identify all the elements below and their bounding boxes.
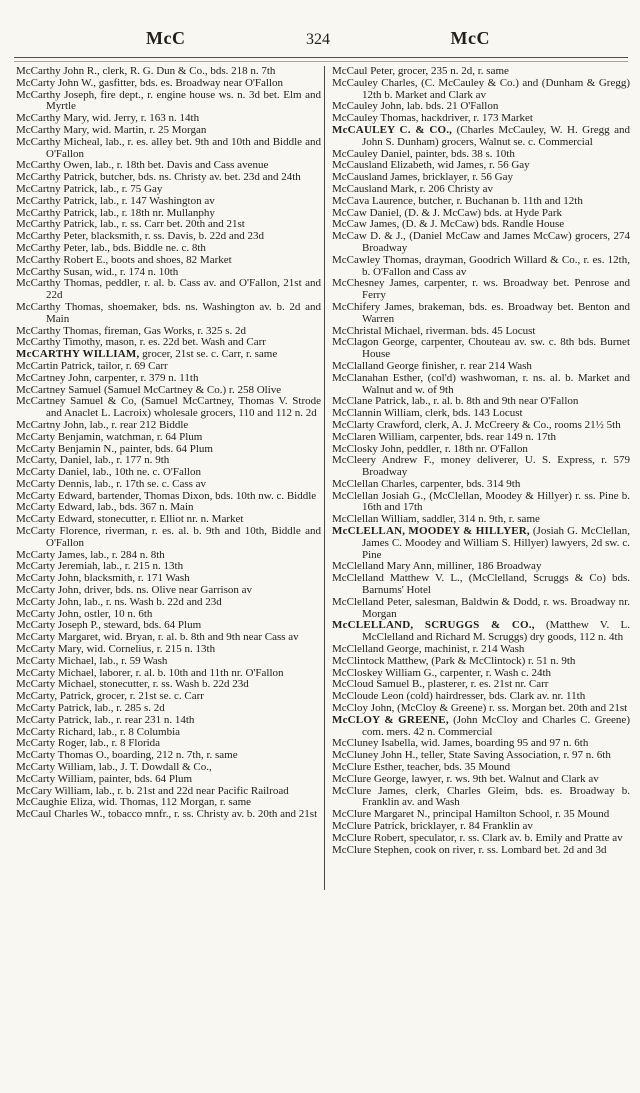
entry-text: McCarthy Peter, lab., bds. Biddle ne. c. 8th bbox=[16, 241, 206, 254]
entry-firm-name: McCLOY & GREENE, bbox=[332, 713, 449, 726]
entry-text: McCarty John, ostler, 10 n. 6th bbox=[16, 607, 153, 620]
directory-entry bbox=[332, 337, 630, 361]
entry-text: McCarthy Thomas, fireman, Gas Works, r. 325 s. 2d bbox=[16, 324, 246, 337]
directory-entry bbox=[16, 137, 321, 161]
entry-text: McCarthy Mary, wid. Jerry, r. 163 n. 14th bbox=[16, 112, 200, 125]
directory-entry bbox=[332, 573, 630, 597]
entry-text: McClalland George finisher, r. rear 214 Wash bbox=[332, 359, 532, 372]
entry-text: McCarty Jeremiah, lab., r. 215 n. 13th bbox=[16, 560, 184, 573]
entry-text: McCarty Patrick, lab., r. rear 231 n. 14th bbox=[16, 713, 195, 726]
directory-entry bbox=[16, 526, 321, 550]
entry-text: McClellan William, saddler, 314 n. 9th, r. same bbox=[332, 513, 540, 526]
entry-text: McCarthy Timothy, mason, r. es. 22d bet. Wash and Carr bbox=[16, 336, 266, 349]
entry-text: (Charles McCauley, W. H. Gregg and John S. Dunham) grocers, Walnut se. c. Commercial bbox=[362, 123, 630, 148]
entry-text: McCarty Michael, laborer, r. al. b. 10th and 11th nr. O'Fallon bbox=[16, 666, 284, 679]
header-section-letter-left: McC bbox=[146, 28, 186, 48]
entry-text: McCloskey William G., carpenter, r. Wash c. 24th bbox=[332, 666, 552, 679]
entry-text: McCarthy Micheal, lab., r. es. alley bet. 9th and 10th and Biddle and O'Fallon bbox=[16, 135, 321, 160]
entry-text: McClintock Matthew, (Park & McClintock) r. 51 n. 9th bbox=[332, 654, 576, 667]
entry-text: McCarthy Susan, wid., r. 174 n. 10th bbox=[16, 265, 179, 278]
entry-text: McCarty Roger, lab., r. 8 Florida bbox=[16, 737, 161, 750]
entry-text: McCary William, lab., r. b. 21st and 22d near Pacific Railroad bbox=[16, 784, 289, 797]
right-column bbox=[324, 66, 630, 890]
entry-text: (Josiah G. McClellan, James C. Moodey and William S. Hillyer) lawyers, 2d sw. c. Pine bbox=[362, 525, 631, 561]
entry-text: McCarty Florence, riverman, r. es. al. b. 9th and 10th, Biddle and O'Fallon bbox=[16, 525, 321, 549]
entry-text: McCarty Michael, stonecutter, r. ss. Wash b. 22d 23d bbox=[16, 678, 249, 691]
entry-text: McCausland Mark, r. 206 Christy av bbox=[332, 182, 494, 195]
directory-entry bbox=[332, 455, 630, 479]
entry-text: (Matthew V. L. McClelland and Richard M. Scruggs) dry goods, 112 n. 4th bbox=[362, 619, 630, 644]
entry-firm-name: McCLELLAN, MOODEY & HILLYER, bbox=[332, 525, 530, 538]
entry-text: McCarthy Robert E., boots and shoes, 82 Market bbox=[16, 253, 232, 266]
directory-entry bbox=[16, 809, 321, 821]
entry-text: McCarty Benjamin, watchman, r. 64 Plum bbox=[16, 430, 203, 443]
entry-text: McCarthy Patrick, lab., r. 18th nr. Mullanphy bbox=[16, 206, 215, 219]
entry-text: McClure Robert, speculator, r. ss. Clark av. b. Emily and Pratte av bbox=[332, 831, 623, 844]
entry-text: McCarty Dennis, lab., r. 17th se. c. Cass av bbox=[16, 477, 207, 490]
directory-entry bbox=[16, 396, 321, 420]
entry-text: McClelland Matthew V. L., (McClelland, Scruggs & Co) bds. Barnums' Hotel bbox=[332, 572, 630, 597]
entry-text: McCaw Daniel, (D. & J. McCaw) bds. at Hyde Park bbox=[332, 206, 563, 219]
entry-text: McCartny John, lab., r. rear 212 Biddle bbox=[16, 418, 189, 431]
entry-text: McCluney John H., teller, State Saving Association, r. 97 n. 6th bbox=[332, 749, 611, 762]
entry-text: McClelland Mary Ann, milliner, 186 Broadway bbox=[332, 560, 542, 573]
entry-text: McCartney John, carpenter, r. 379 n. 11th bbox=[16, 371, 199, 384]
entry-text: McClellan Charles, carpenter, bds. 314 9th bbox=[332, 477, 521, 490]
entry-text: McCluney Isabella, wid. James, boarding 95 and 97 n. 6th bbox=[332, 737, 589, 750]
entry-text: McCarty Edward, stonecutter, r. Elliot nr. n. Market bbox=[16, 513, 244, 526]
directory-entry bbox=[16, 302, 321, 326]
entry-text: McClanahan Esther, (col'd) washwoman, r. ns. al. b. Market and Walnut and w. of 9th bbox=[332, 371, 630, 396]
entry-text: McCauley Daniel, painter, bds. 38 s. 10th bbox=[332, 147, 515, 160]
entry-text: McCarty Thomas O., boarding, 212 n. 7th, r. same bbox=[16, 749, 238, 762]
entry-text: (John McCloy and Charles C. Greene) com. mers. 42 n. Commercial bbox=[362, 713, 630, 738]
entry-text: McCarthy Thomas, shoemaker, bds. ns. Washington av. b. 2d and Main bbox=[16, 300, 321, 325]
entry-text: McCausland Elizabeth, wid James, r. 56 Gay bbox=[332, 159, 530, 172]
directory-entry bbox=[16, 90, 321, 114]
directory-entry bbox=[16, 278, 321, 302]
entry-text: McCarthy Peter, blacksmith, r. ss. Davis, b. 22d and 23d bbox=[16, 230, 264, 243]
entry-firm-name: McCAULEY C. & CO., bbox=[332, 123, 453, 136]
entry-text: McCarty Edward, lab., bds. 367 n. Main bbox=[16, 501, 194, 514]
directory-entry bbox=[332, 845, 630, 857]
directory-columns bbox=[0, 62, 640, 890]
entry-text: McChifery James, brakeman, bds. es. Broadway bet. Benton and Warren bbox=[332, 300, 630, 325]
entry-text: McCaughie Eliza, wid. Thomas, 112 Morgan, r. same bbox=[16, 796, 252, 809]
entry-text: McCloud Samuel B., plasterer, r. es. 21st nr. Carr bbox=[332, 678, 549, 691]
directory-entry bbox=[332, 620, 630, 644]
entry-text: McCarty Patrick, lab., r. 285 s. 2d bbox=[16, 702, 165, 715]
left-column bbox=[16, 66, 321, 890]
entry-text: McCawley Thomas, drayman, Goodrich Willard & Co., r. es. 12th, b. O'Fallon and Cass av bbox=[332, 253, 630, 278]
entry-text: McCaul Charles W., tobacco mnfr., r. ss. Christy av. b. 20th and 21st bbox=[16, 808, 318, 821]
entry-text: McClelland Peter, salesman, Baldwin & Dodd, r. ws. Broadway nr. Morgan bbox=[332, 595, 630, 620]
entry-text: McCartney Samuel & Co, (Samuel McCartney, Thomas V. Strode and Anaclet L. Lacroix) wholesale grocers, 110 and 112 n. 2d bbox=[16, 395, 321, 420]
entry-text: McClure Stephen, cook on river, r. ss. Lombard bet. 2d and 3d bbox=[332, 843, 607, 856]
entry-text: McClelland George, machinist, r. 214 Wash bbox=[332, 643, 525, 656]
entry-text: McCaul Peter, grocer, 235 n. 2d, r. same bbox=[332, 65, 509, 77]
entry-text: McCausland James, bricklayer, r. 56 Gay bbox=[332, 171, 514, 184]
entry-text: McCauley John, lab. bds. 21 O'Fallon bbox=[332, 100, 499, 113]
directory-entry bbox=[332, 786, 630, 810]
entry-text: McCarty Benjamin N., painter, bds. 64 Plum bbox=[16, 442, 213, 455]
entry-text: McCarty Mary, wid. Cornelius, r. 215 n. 13th bbox=[16, 643, 216, 656]
entry-text: McCarty Michael, lab., r. 59 Wash bbox=[16, 654, 168, 667]
entry-text: McClane Patrick, lab., r. al. b. 8th and 9th near O'Fallon bbox=[332, 395, 579, 408]
entry-text: McCarty William, painter, bds. 64 Plum bbox=[16, 772, 193, 785]
entry-text: McClagon George, carpenter, Chouteau av. sw. c. 8th bds. Burnet House bbox=[332, 336, 630, 361]
entry-text: McCarthy Joseph, fire dept., r. engine house ws. n. 3d bet. Elm and Myrtle bbox=[16, 88, 321, 113]
entry-text: McCarty Margaret, wid. Bryan, r. al. b. 8th and 9th near Cass av bbox=[16, 631, 299, 644]
entry-text: McCarty Joseph P., steward, bds. 64 Plum bbox=[16, 619, 202, 632]
entry-text: McCarthy John R., clerk, R. G. Dun & Co., bds. 218 n. 7th bbox=[16, 65, 276, 77]
entry-text: McCartny Patrick, lab., r. 75 Gay bbox=[16, 182, 163, 195]
entry-firm-name: McCLELLAND, SCRUGGS & CO., bbox=[332, 619, 535, 632]
entry-text: McCloude Leon (cold) hairdresser, bds. Clark av. nr. 11th bbox=[332, 690, 586, 703]
entry-text: McCarty Daniel, lab., 10th ne. c. O'Fallon bbox=[16, 466, 201, 479]
entry-text: McClosky John, peddler, r. 18th nr. O'Fallon bbox=[332, 442, 528, 455]
directory-entry bbox=[332, 526, 630, 561]
entry-text: McCloy John, (McCloy & Greene) r. ss. Morgan bet. 20th and 21st bbox=[332, 702, 628, 715]
directory-entry bbox=[332, 302, 630, 326]
entry-text: McCarty John W., gasfitter, bds. es. Broadway near O'Fallon bbox=[16, 76, 284, 89]
entry-firm-name: McCARTHY WILLIAM, bbox=[16, 348, 140, 361]
entry-text: McCarty Edward, bartender, Thomas Dixon, bds. 10th nw. c. Biddle bbox=[16, 489, 317, 502]
header-section-letter-right: McC bbox=[450, 28, 490, 48]
entry-text: McCarty James, lab., r. 284 n. 8th bbox=[16, 548, 165, 561]
entry-text: McChristal Michael, riverman. bds. 45 Locust bbox=[332, 324, 536, 337]
entry-text: McCarthy Owen, lab., r. 18th bet. Davis and Cass avenue bbox=[16, 159, 269, 172]
directory-entry bbox=[332, 491, 630, 515]
entry-text: McCartin Patrick, tailor, r. 69 Carr bbox=[16, 359, 168, 372]
directory-entry bbox=[332, 125, 630, 149]
entry-text: McClannin William, clerk, bds. 143 Locust bbox=[332, 407, 523, 420]
page-number: 324 bbox=[306, 31, 330, 48]
entry-text: McClellan Josiah G., (McClellan, Moodey & Hillyer) r. ss. Pine b. 16th and 17th bbox=[332, 489, 630, 514]
entry-text: grocer, 21st se. c. Carr, r. same bbox=[139, 348, 278, 361]
entry-text: McClure James, clerk, Charles Gleim, bds. es. Broadway b. Franklin av. and Wash bbox=[332, 784, 630, 809]
entry-text: McCartney Samuel (Samuel McCartney & Co.) r. 258 Olive bbox=[16, 383, 282, 396]
entry-text: McCarty Richard, lab., r. 8 Columbia bbox=[16, 725, 181, 738]
entry-text: McCarty John, blacksmith, r. 171 Wash bbox=[16, 572, 190, 585]
entry-text: McClure Patrick, bricklayer, r. 84 Franklin av bbox=[332, 820, 533, 832]
entry-text: McCarty, Daniel, lab., r. 177 n. 9th bbox=[16, 454, 170, 467]
directory-entry bbox=[332, 78, 630, 102]
entry-text: McCava Laurence, butcher, r. Buchanan b. 11th and 12th bbox=[332, 194, 583, 207]
entry-text: McCaw James, (D. & J. McCaw) bds. Randle House bbox=[332, 218, 565, 231]
entry-text: McClure George, lawyer, r. ws. 9th bet. Walnut and Clark av bbox=[332, 772, 599, 785]
page-header bbox=[0, 0, 640, 57]
entry-text: McChesney James, carpenter, r. ws. Broadway bet. Penrose and Ferry bbox=[332, 277, 630, 302]
entry-text: McCarty John, driver, bds. ns. Olive near Garrison av bbox=[16, 584, 253, 597]
directory-entry bbox=[332, 597, 630, 621]
directory-entry bbox=[332, 278, 630, 302]
directory-entry bbox=[332, 715, 630, 739]
entry-text: McClarty Crawford, clerk, A. J. McCreery & Co., rooms 21½ 5th bbox=[332, 418, 621, 431]
entry-text: McCarthy Patrick, butcher, bds. ns. Christy av. bet. 23d and 24th bbox=[16, 171, 301, 184]
entry-text: McCaw D. & J., (Daniel McCaw and James McCaw) grocers, 274 Broadway bbox=[332, 230, 630, 254]
entry-text: McCauley Thomas, hackdriver, r. 173 Market bbox=[332, 112, 533, 125]
entry-text: McClure Margaret N., principal Hamilton School, r. 35 Mound bbox=[332, 808, 610, 821]
entry-text: McCarty, Patrick, grocer, r. 21st se. c. Carr bbox=[16, 690, 204, 703]
directory-entry bbox=[332, 231, 630, 255]
entry-text: McCleery Andrew F., money deliverer, U. S. Express, r. 579 Broadway bbox=[332, 454, 630, 479]
entry-text: McCarthy Thomas, peddler, r. al. b. Cass av. and O'Fallon, 21st and 22d bbox=[16, 277, 321, 302]
entry-text: McCarthy Patrick, lab., r. 147 Washington av bbox=[16, 194, 215, 207]
directory-entry bbox=[332, 255, 630, 279]
entry-text: McClure Esther, teacher, bds. 35 Mound bbox=[332, 761, 511, 774]
directory-entry bbox=[332, 373, 630, 397]
entry-text: McCarty William, lab., J. T. Dowdall & Co., bbox=[16, 761, 212, 774]
entry-text: McClaren William, carpenter, bds. rear 149 n. 17th bbox=[332, 430, 557, 443]
entry-text: McCauley Charles, (C. McCauley & Co.) and (Dunham & Gregg) 12th b. Market and Clark av bbox=[332, 76, 630, 101]
entry-text: McCarty John, lab., r. ns. Wash b. 22d and 23d bbox=[16, 595, 222, 608]
entry-text: McCarthy Patrick, lab., r. ss. Carr bet. 20th and 21st bbox=[16, 218, 245, 231]
entry-text: McCarthy Mary, wid. Martin, r. 25 Morgan bbox=[16, 123, 207, 136]
